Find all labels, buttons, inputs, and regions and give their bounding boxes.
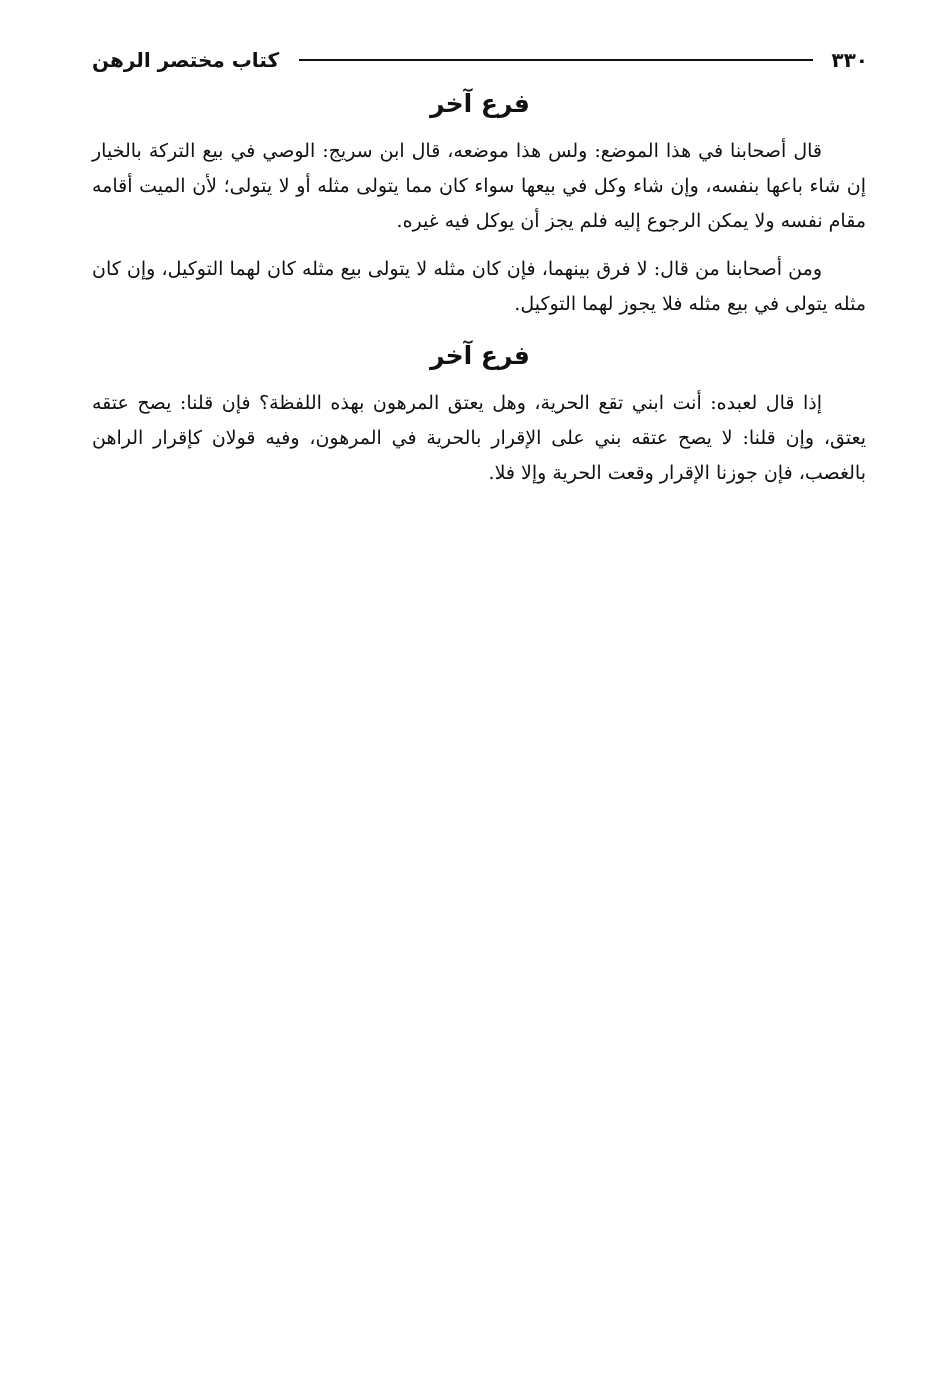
running-header (92, 44, 868, 76)
section-heading: فرع آخر (430, 341, 530, 370)
page-number: ٣٣٠ (831, 48, 868, 72)
header-rule (299, 59, 813, 61)
paragraph: إذا قال لعبده: أنت ابني تقع الحرية، وهل يعتق المرهون بهذه اللفظة؟ فإن قلنا: يصح عتقه يعتق، وإن قلنا: لا يصح عتقه بني على الإقرار بالحرية في المرهون، وفيه قولان كإقرار الراهن بالغصب، فإن جوزنا الإقرار وقعت الحرية وإلا فلا. (92, 392, 866, 484)
book-title: كتاب مختصر الرهن (92, 48, 280, 72)
section-heading: فرع آخر (430, 89, 530, 118)
paragraph: قال أصحابنا في هذا الموضع: ولس هذا موضعه، قال ابن سريج: الوصي في بيع التركة بالخيار إن شاء باعها بنفسه، وإن شاء وكل في بيعها سواء كان مما يتولى مثله أو لا يتولى؛ لأن الميت أقامه مقام نفسه ولا يمكن الرجوع إليه فلم يجز أن يوكل فيه غيره. (92, 140, 866, 232)
paragraph: ومن أصحابنا من قال: لا فرق بينهما، فإن كان مثله لا يتولى بيع مثله كان لهما التوكيل، وإن كان مثله يتولى في بيع مثله فلا يجوز لهما التوكيل. (92, 258, 866, 315)
